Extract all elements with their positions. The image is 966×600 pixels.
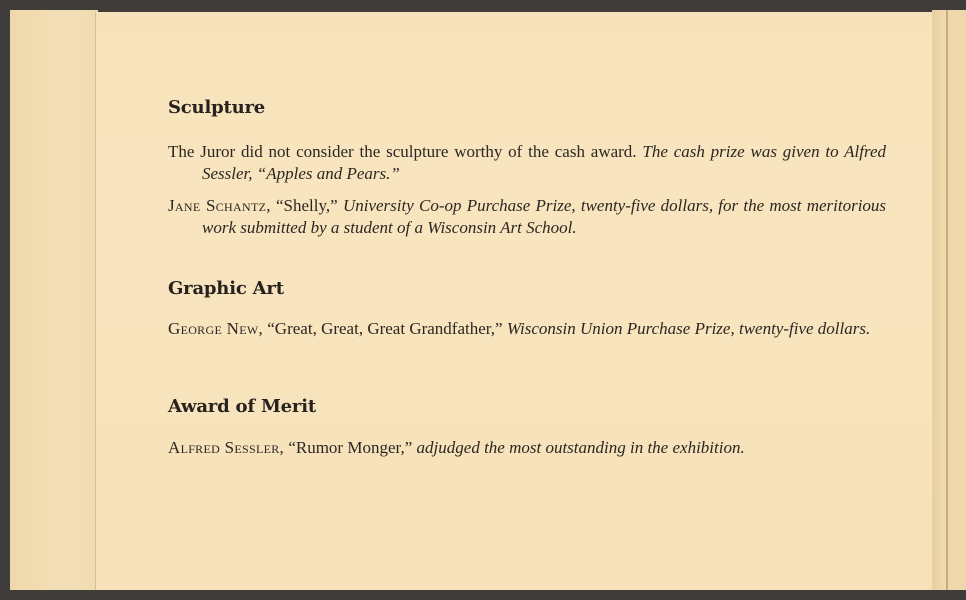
artist-name: Jane Schantz, xyxy=(168,196,271,215)
artist-name: George New, xyxy=(168,319,264,338)
award-description: Wisconsin Union Purchase Prize, twenty-five dollars. xyxy=(506,319,871,338)
cash-prize-note: The cash prize was given to Alfred Sessler, “Apples and Pears.” xyxy=(202,142,886,183)
sculpture-juror-note xyxy=(168,141,886,185)
artwork-title: “Great, Great, Great Grandfather,” xyxy=(267,319,503,338)
artwork-title: “Shelly,” xyxy=(276,196,338,215)
artist-name: Alfred Sessler, xyxy=(168,438,285,457)
artwork-title: “Rumor Monger,” xyxy=(288,438,413,457)
award-entry-new xyxy=(168,318,886,340)
award-entry-sessler xyxy=(168,437,886,459)
award-entry-schantz xyxy=(168,195,886,239)
section-heading-sculpture: Sculpture xyxy=(168,97,266,118)
page-fold-line xyxy=(946,10,948,590)
left-page-edge xyxy=(10,10,98,590)
section-heading-graphic-art: Graphic Art xyxy=(168,278,284,299)
award-description: adjudged the most outstanding in the exhibition. xyxy=(416,438,745,457)
award-description: University Co-op Purchase Prize, twenty-five dollars, for the most meritorious work submitted by a student of a Wisconsin Art School. xyxy=(202,196,887,237)
juror-statement: The Juror did not consider the sculpture worthy of the cash award. xyxy=(168,142,637,161)
right-page-edge xyxy=(932,10,966,590)
section-heading-award-of-merit: Award of Merit xyxy=(168,396,316,417)
